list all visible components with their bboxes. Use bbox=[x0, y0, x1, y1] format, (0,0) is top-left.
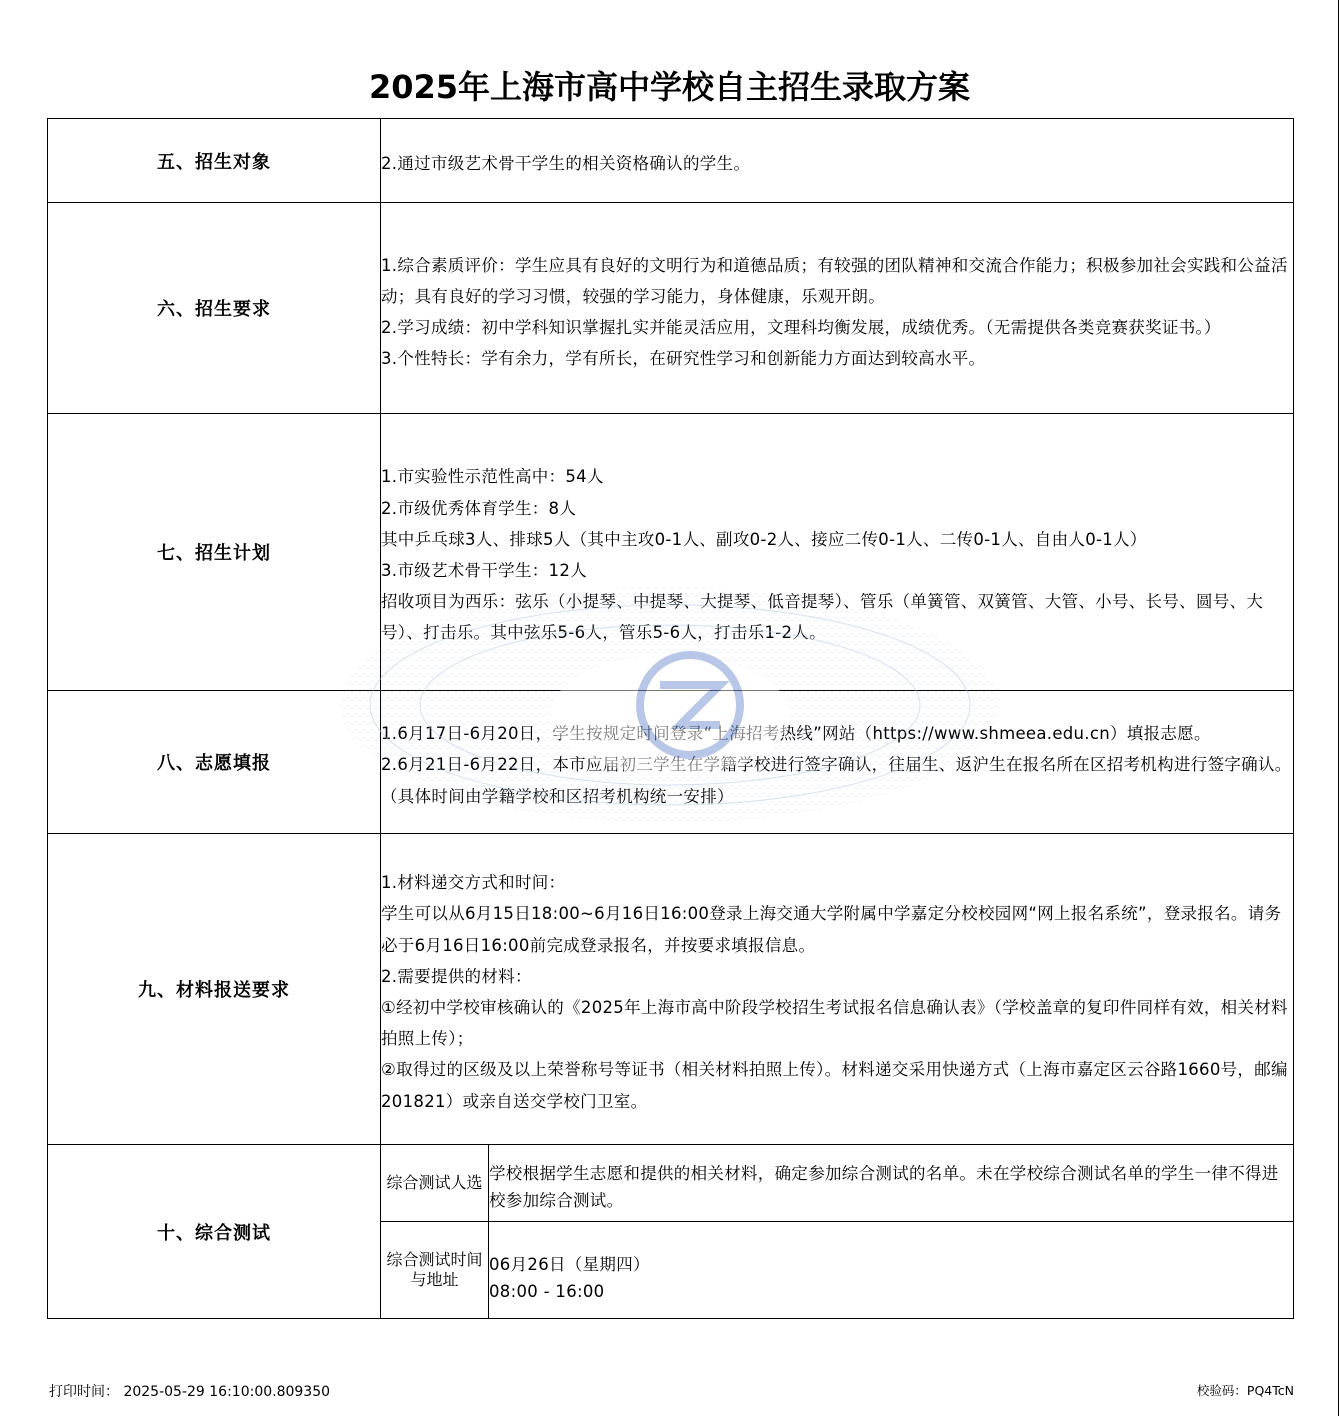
row-plan bbox=[48, 414, 1294, 691]
text-line: 学生可以从6月15日18:00~6月16日16:00登录上海交通大学附属中学嘉定分校校园网“网上报名系统”，登录报名。请务必于6月16日16:00前完成登录报名，并按要求填报信息。 bbox=[381, 904, 1282, 955]
label-test-candidates: 综合测试人选 bbox=[381, 1145, 489, 1221]
text-test-candidates: 学校根据学生志愿和提供的相关材料，确定参加综合测试的名单。未在学校综合测试名单的学生一律不得进校参加综合测试。 bbox=[489, 1163, 1279, 1210]
heading-application: 八、志愿填报 bbox=[48, 691, 381, 834]
content-comprehensive-test bbox=[381, 1145, 1294, 1319]
row-requirements bbox=[48, 203, 1294, 414]
label-test-time: 综合测试时间与地址 bbox=[381, 1221, 489, 1318]
content-materials bbox=[381, 834, 1294, 1145]
text-line: 2.6月21日-6月22日，本市应届初三学生在学籍学校进行签字确认，往届生、返沪生在报名所在区招考机构进行签字确认。（具体时间由学籍学校和区招考机构统一安排） bbox=[381, 755, 1292, 806]
row-materials bbox=[48, 834, 1294, 1145]
text-line: 其中乒乓球3人、排球5人（其中主攻0-1人、副攻0-2人、接应二传0-1人、二传0-1人、自由人0-1人） bbox=[381, 529, 1147, 549]
text-line: 1.6月17日-6月20日，学生按规定时间登录“上海招考热线”网站（https://www.shmeea.edu.cn）填报志愿。 bbox=[381, 724, 1211, 744]
text-line: 招收项目为西乐：弦乐（小提琴、中提琴、大提琴、低音提琴）、管乐（单簧管、双簧管、大管、小号、长号、圆号、大号）、打击乐。其中弦乐5-6人，管乐5-6人，打击乐1-2人。 bbox=[381, 592, 1264, 643]
print-time: 打印时间： 2025-05-29 16:10:00.809350 bbox=[49, 1384, 331, 1400]
text-line: 2.学习成绩：初中学科知识掌握扎实并能灵活应用，文理科均衡发展，成绩优秀。（无需提供各类竞赛获奖证书。） bbox=[381, 318, 1221, 337]
heading-comprehensive-test: 十、综合测试 bbox=[48, 1145, 381, 1319]
content-plan bbox=[381, 414, 1294, 691]
row-comprehensive-test bbox=[48, 1145, 1294, 1319]
heading-materials: 九、材料报送要求 bbox=[48, 834, 381, 1145]
content-application bbox=[381, 691, 1294, 834]
text-line: ①经初中学校审核确认的《2025年上海市高中阶段学校招生考试报名信息确认表》（学校盖章的复印件同样有效，相关材料拍照上传）； bbox=[381, 998, 1288, 1049]
text-line: 2.市级优秀体育学生：8人 bbox=[381, 498, 577, 518]
content-requirements bbox=[381, 203, 1294, 414]
text-line: 3.市级艺术骨干学生：12人 bbox=[381, 561, 587, 580]
check-code: 校验码：PQ4TcN bbox=[1196, 1383, 1294, 1398]
test-candidates-row bbox=[381, 1145, 1293, 1221]
text-line: 1.综合素质评价：学生应具有良好的文明行为和道德品质；有较强的团队精神和交流合作能力；积极参加社会实践和公益活动；具有良好的学习习惯，较强的学习能力，身体健康，乐观开朗。 bbox=[381, 255, 1288, 306]
text-line: 1.市实验性示范性高中：54人 bbox=[381, 467, 604, 487]
page-title: 2025年上海市高中学校自主招生录取方案 bbox=[368, 68, 971, 106]
text-line: 2.通过市级艺术骨干学生的相关资格确认的学生。 bbox=[381, 153, 751, 173]
admission-table bbox=[47, 118, 1294, 1319]
row-enrollment-target bbox=[48, 119, 1294, 203]
text-line: 1.材料递交方式和时间： bbox=[381, 873, 566, 893]
test-date: 06月26日（星期四） bbox=[489, 1254, 650, 1274]
row-application bbox=[48, 691, 1294, 834]
text-line: 3.个性特长：学有余力，学有所长，在研究性学习和创新能力方面达到较高水平。 bbox=[381, 349, 986, 369]
heading-enrollment-target: 五、招生对象 bbox=[48, 119, 381, 203]
test-hours: 08:00 - 16:00 bbox=[489, 1281, 605, 1301]
text-line: ②取得过的区级及以上荣誉称号等证书（相关材料拍照上传）。材料递交采用快递方式（上海市嘉定区云谷路1660号，邮编201821）或亲自送交学校门卫室。 bbox=[381, 1060, 1288, 1111]
test-subtable bbox=[381, 1145, 1293, 1318]
text-test-time bbox=[489, 1221, 1294, 1318]
text-line: 2.需要提供的材料： bbox=[381, 966, 532, 986]
heading-requirements: 六、招生要求 bbox=[48, 203, 381, 414]
heading-plan: 七、招生计划 bbox=[48, 414, 381, 691]
test-time-row bbox=[381, 1221, 1293, 1318]
content-enrollment-target bbox=[381, 119, 1294, 203]
